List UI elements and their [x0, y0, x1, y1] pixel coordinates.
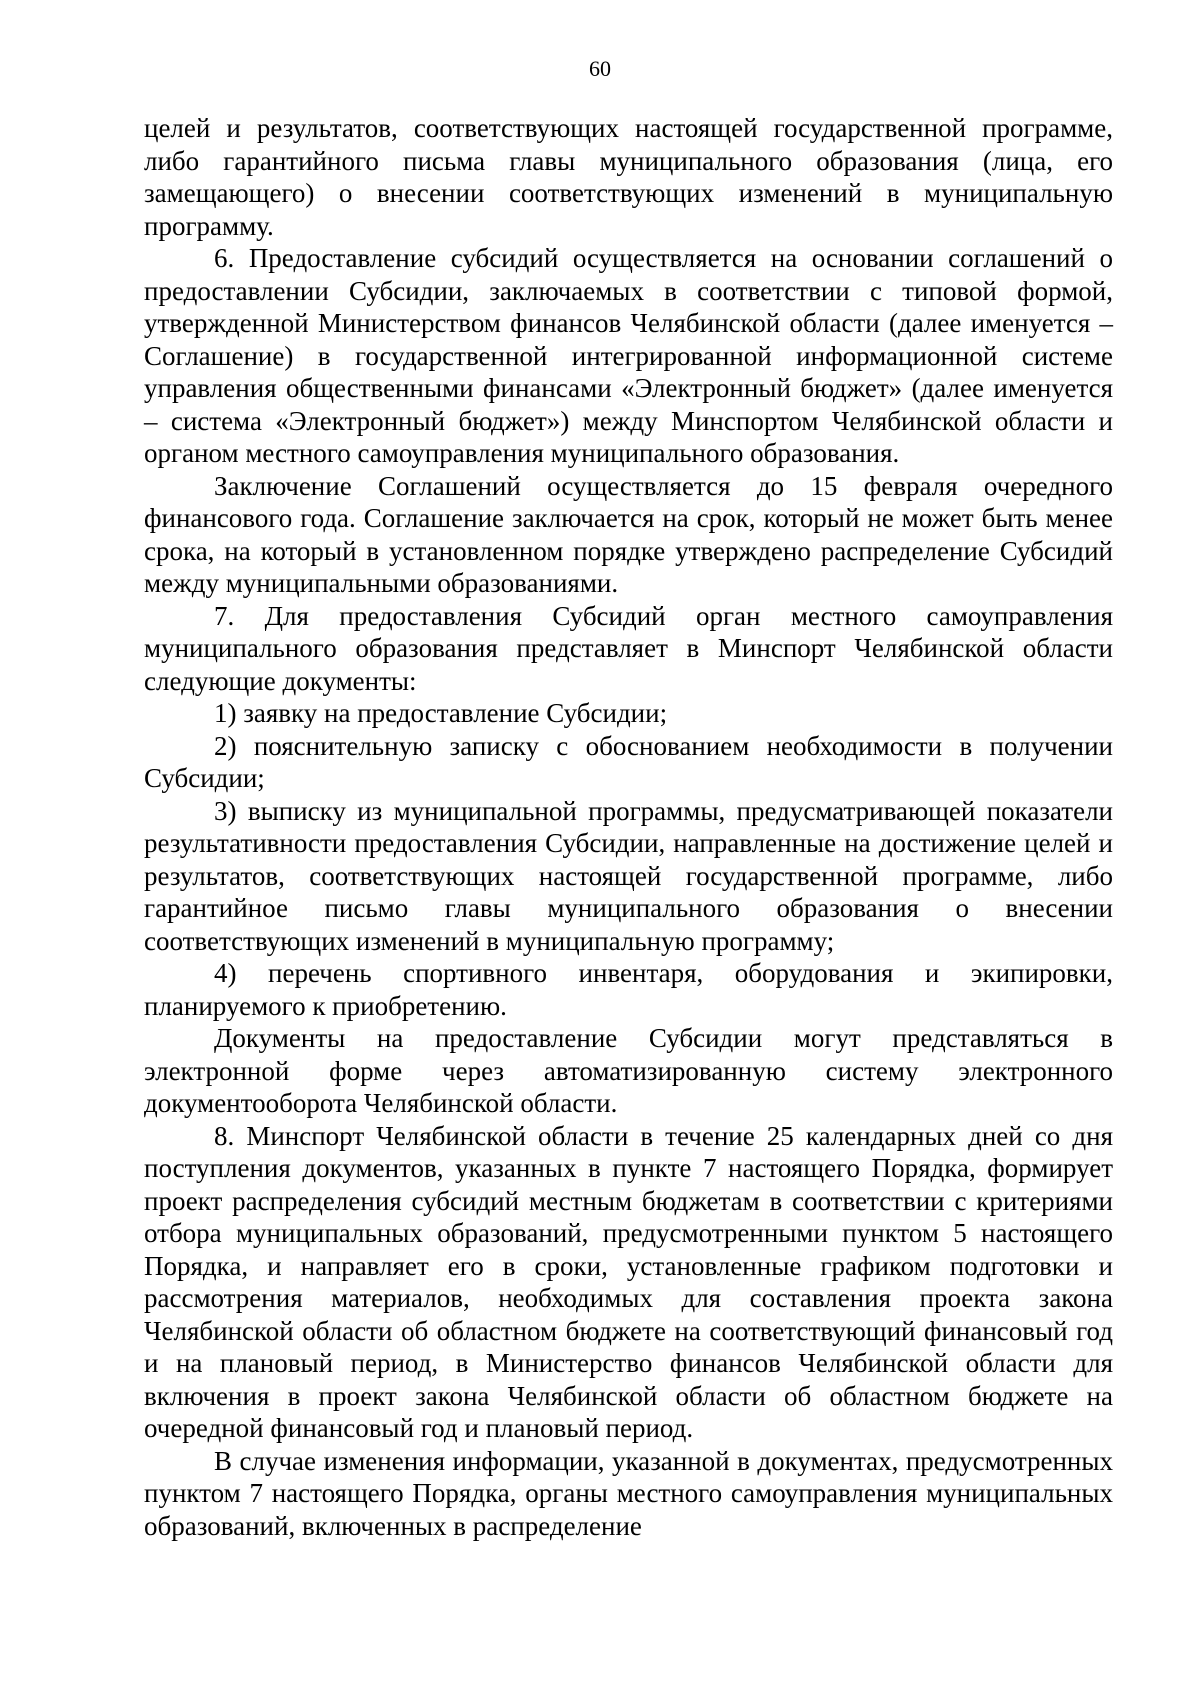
list-item-3: 3) выписку из муниципальной программы, предусматривающей показатели результативности предоставления Субсидии, направленные на достижение целей и результатов, соответствующих настоящей государственной программе, либо гарантийное письмо главы муниципального образования о внесении соответствующих изменений в муниципальную программу; [144, 795, 1113, 956]
document-body [144, 112, 1113, 1542]
list-item-4: 4) перечень спортивного инвентаря, оборудования и экипировки, планируемого к приобретению. [144, 958, 1113, 1021]
paragraph-item-8: 8. Минспорт Челябинской области в течение 25 календарных дней со дня поступления документов, указанных в пункте 7 настоящего Порядка, формирует проект распределения субсидий местным бюджетам в соответствии с критериями отбора муниципальных образований, предусмотренными пунктом 5 настоящего Порядка, и направляет его в сроки, установленные графиком подготовки и рассмотрения материалов, необходимых для составления проекта закона Челябинской области об областном бюджете на соответствующий финансовый год и на плановый период, в Министерство финансов Челябинской области для включения в проект закона Челябинской области об областном бюджете на очередной финансовый год и плановый период. [144, 1120, 1113, 1443]
paragraph-electronic-submission: Документы на предоставление Субсидии могут представляться в электронной форме через автоматизированную систему электронного документооборота Челябинской области. [144, 1023, 1113, 1118]
list-item-2: 2) пояснительную записку с обоснованием необходимости в получении Субсидии; [144, 730, 1113, 793]
page-number: 60 [589, 56, 611, 81]
paragraph-continuation: целей и результатов, соответствующих настоящей государственной программе, либо гарантийного письма главы муниципального образования (лица, его замещающего) о внесении соответствующих изменений в муниципальную программу. [144, 113, 1113, 241]
paragraph-agreement-terms: Заключение Соглашений осуществляется до 15 февраля очередного финансового года. Соглашение заключается на срок, который не может быть менее срока, на который в установленном порядке утверждено распределение Субсидий между муниципальными образованиями. [144, 470, 1113, 598]
paragraph-changes-case: В случае изменения информации, указанной в документах, предусмотренных пунктом 7 настоящего Порядка, органы местного самоуправления муниципальных образований, включенных в распределение [144, 1445, 1113, 1541]
list-item-1: 1) заявку на предоставление Субсидии; [214, 698, 668, 728]
paragraph-item-7: 7. Для предоставления Субсидий орган местного самоуправления муниципального образования представляет в Минспорт Челябинской области следующие документы: [144, 600, 1113, 696]
paragraph-item-6: 6. Предоставление субсидий осуществляется на основании соглашений о предоставлении Субсидии, заключаемых в соответствии с типовой формой, утвержденной Министерством финансов Челябинской области (далее именуется – Соглашение) в государственной интегрированной информационной системе управления общественными финансами «Электронный бюджет» (далее именуется – система «Электронный бюджет») между Минспортом Челябинской области и органом местного самоуправления муниципального образования. [144, 243, 1113, 468]
